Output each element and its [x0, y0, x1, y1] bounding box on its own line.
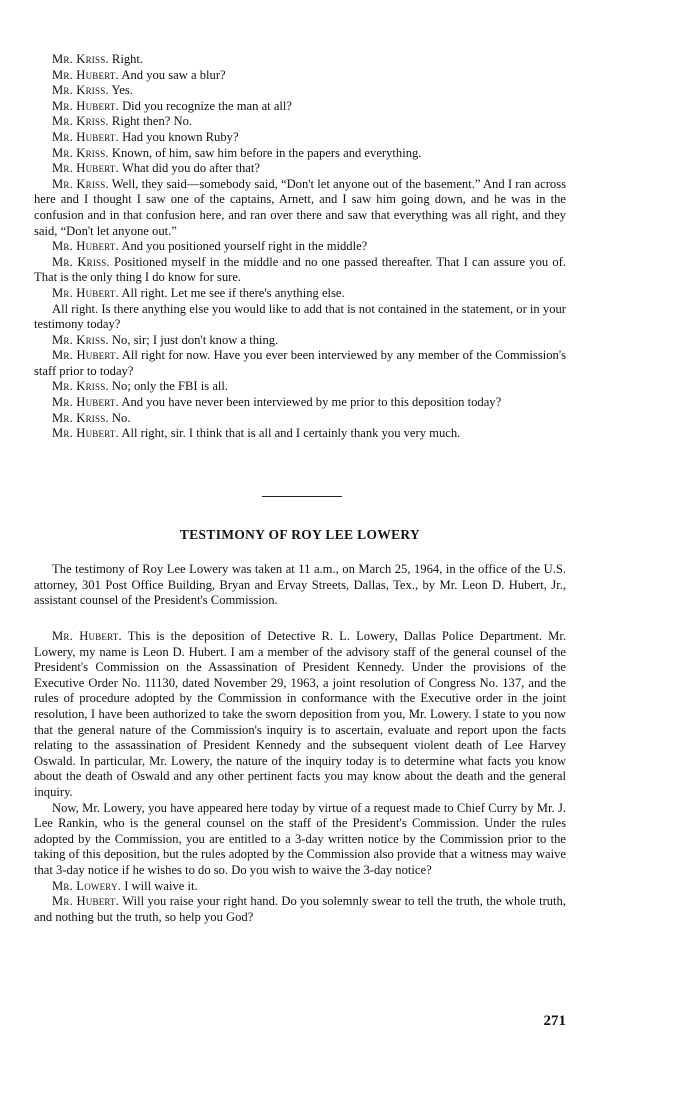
speech: Did you recognize the man at all? — [122, 98, 293, 113]
speaker: Mr. Kriss. — [52, 410, 109, 425]
paragraph — [34, 52, 566, 68]
speech: All right for now. Have you ever been interviewed by any member of the Commission's staff prior to today? — [34, 348, 566, 378]
speaker: Mr. Kriss. — [52, 145, 109, 160]
speaker: Mr. Kriss. — [52, 254, 110, 269]
paragraph — [34, 629, 566, 801]
paragraph — [34, 114, 566, 130]
speech: Will you raise your right hand. Do you solemnly swear to tell the truth, the whole truth, and nothing but the truth, so help you God? — [34, 894, 566, 924]
speech: Positioned myself in the middle and no one passed thereafter. That I can assure you of. That is the only thing I do know for sure. — [34, 254, 566, 285]
speech: This is the deposition of Detective R. L. Lowery, Dallas Police Department. Mr. Lowery, my name is Leon D. Hubert. I am a member of the advisory staff of the general counsel of the President's Commission on the Assassination of President Kennedy. Under the provisions of the Executive Order No. 11130, dated November 29, 1963, a joint resolution of Congress No. 137, and the rules of procedure adopted by the Commission in conformance with the Executive order in the joint resolution, I have been authorized to take the sworn deposition from you, Mr. Lowery. I state to you now that the general nature of the Commission's inquiry is to ascertain, evaluate and report upon the facts relating to the assassination of President Kennedy and the subsequent violent death of Lee Harvey Oswald. In particular, Mr. Lowery, the nature of the inquiry today is to determine what facts you know about the death of Oswald and any other pertinent facts you may know about the death and the general inquiry. — [34, 629, 567, 799]
testimony-kriss-end — [34, 52, 566, 442]
speech: Right then? No. — [111, 114, 193, 129]
speech: And you positioned yourself right in the middle? — [121, 239, 368, 254]
page-number: 271 — [543, 1013, 566, 1029]
testimony-lowery-start — [34, 629, 566, 925]
speaker: Mr. Hubert. — [52, 67, 119, 82]
speech: What did you do after that? — [121, 161, 260, 176]
paragraph — [34, 239, 566, 255]
speech: Right. — [111, 52, 144, 66]
speech: And you have never been interviewed by me prior to this deposition today? — [121, 395, 502, 410]
paragraph — [34, 68, 566, 84]
speaker: Mr. Hubert. — [52, 239, 119, 254]
paragraph — [34, 348, 566, 379]
speech: Had you known Ruby? — [122, 129, 239, 144]
paragraph — [34, 395, 566, 411]
speech: No. — [111, 410, 131, 425]
paragraph — [34, 801, 566, 879]
speaker: Mr. Hubert. — [52, 629, 122, 643]
paragraph — [34, 286, 566, 302]
speaker: Mr. Kriss. — [52, 52, 109, 66]
speaker: Mr. Kriss. — [52, 114, 109, 129]
speaker: Mr. Lowery. — [52, 878, 122, 893]
intro-paragraph — [34, 562, 566, 609]
paragraph — [34, 411, 566, 427]
paragraph — [34, 894, 566, 925]
paragraph — [34, 177, 566, 239]
speech: Yes. — [111, 83, 133, 98]
speech: Well, they said—somebody said, “Don't let anyone out of the basement.” And I ran across here and I thought I saw one of the captains, Arnett, and I saw him going down, and he was in the confusion and in that confusion here, and ran over there and saw that everything was all right, and they said, “Don't let anyone out.” — [34, 176, 567, 238]
speaker: Mr. Hubert. — [52, 285, 119, 300]
speech: Now, Mr. Lowery, you have appeared here today by virtue of a request made to Chief Curry by Mr. J. Lee Rankin, who is the general counsel on the staff of the President's Commission. Under the rules adopted by the Commission, you are entitled to a 3-day written notice by the Commission prior to the taking of this deposition, but the rules adopted by the Commission also provide that a witness may waive that 3-day notice if he wishes to do so. Do you wish to waive the 3-day notice? — [34, 800, 566, 877]
speaker: Mr. Hubert. — [52, 395, 119, 410]
speaker: Mr. Kriss. — [52, 332, 109, 347]
speech: All right, sir. I think that is all and I certainly thank you very much. — [121, 426, 461, 441]
speaker: Mr. Hubert. — [52, 426, 119, 441]
paragraph — [34, 379, 566, 395]
paragraph — [34, 333, 566, 349]
paragraph — [34, 302, 566, 333]
paragraph — [34, 83, 566, 99]
paragraph — [34, 255, 566, 286]
paragraph — [34, 879, 566, 895]
speaker: Mr. Hubert. — [52, 894, 120, 909]
speech: And you saw a blur? — [121, 67, 226, 82]
paragraph: The testimony of Roy Lee Lowery was taken at 11 a.m., on March 25, 1964, in the office of the U.S. attorney, 301 Post Office Building, Bryan and Ervay Streets, Dallas, Tex., by Mr. Leon D. Hubert, Jr., assistant counsel of the President's Commission. — [34, 562, 566, 608]
speech: All right. Let me see if there's anything else. — [121, 285, 345, 300]
speech: All right. Is there anything else you would like to add that is not contained in the statement, or in your testimony today? — [34, 301, 566, 332]
speaker: Mr. Hubert. — [52, 348, 120, 363]
speech: Known, of him, saw him before in the papers and everything. — [111, 145, 422, 160]
speech: I will waive it. — [124, 878, 198, 893]
speech: No, sir; I just don't know a thing. — [111, 332, 279, 347]
speaker: Mr. Kriss. — [52, 379, 109, 394]
paragraph — [34, 161, 566, 177]
paragraph — [34, 130, 566, 146]
paragraph — [34, 99, 566, 115]
speaker: Mr. Kriss. — [52, 83, 109, 98]
paragraph — [34, 146, 566, 162]
speaker: Mr. Hubert. — [52, 129, 119, 144]
section-divider — [262, 496, 342, 497]
section-title: TESTIMONY OF ROY LEE LOWERY — [179, 527, 421, 542]
speaker: Mr. Kriss. — [52, 176, 109, 191]
speaker: Mr. Hubert. — [52, 161, 119, 176]
speaker: Mr. Hubert. — [52, 98, 119, 113]
speech: No; only the FBI is all. — [111, 379, 229, 394]
paragraph — [34, 426, 566, 442]
